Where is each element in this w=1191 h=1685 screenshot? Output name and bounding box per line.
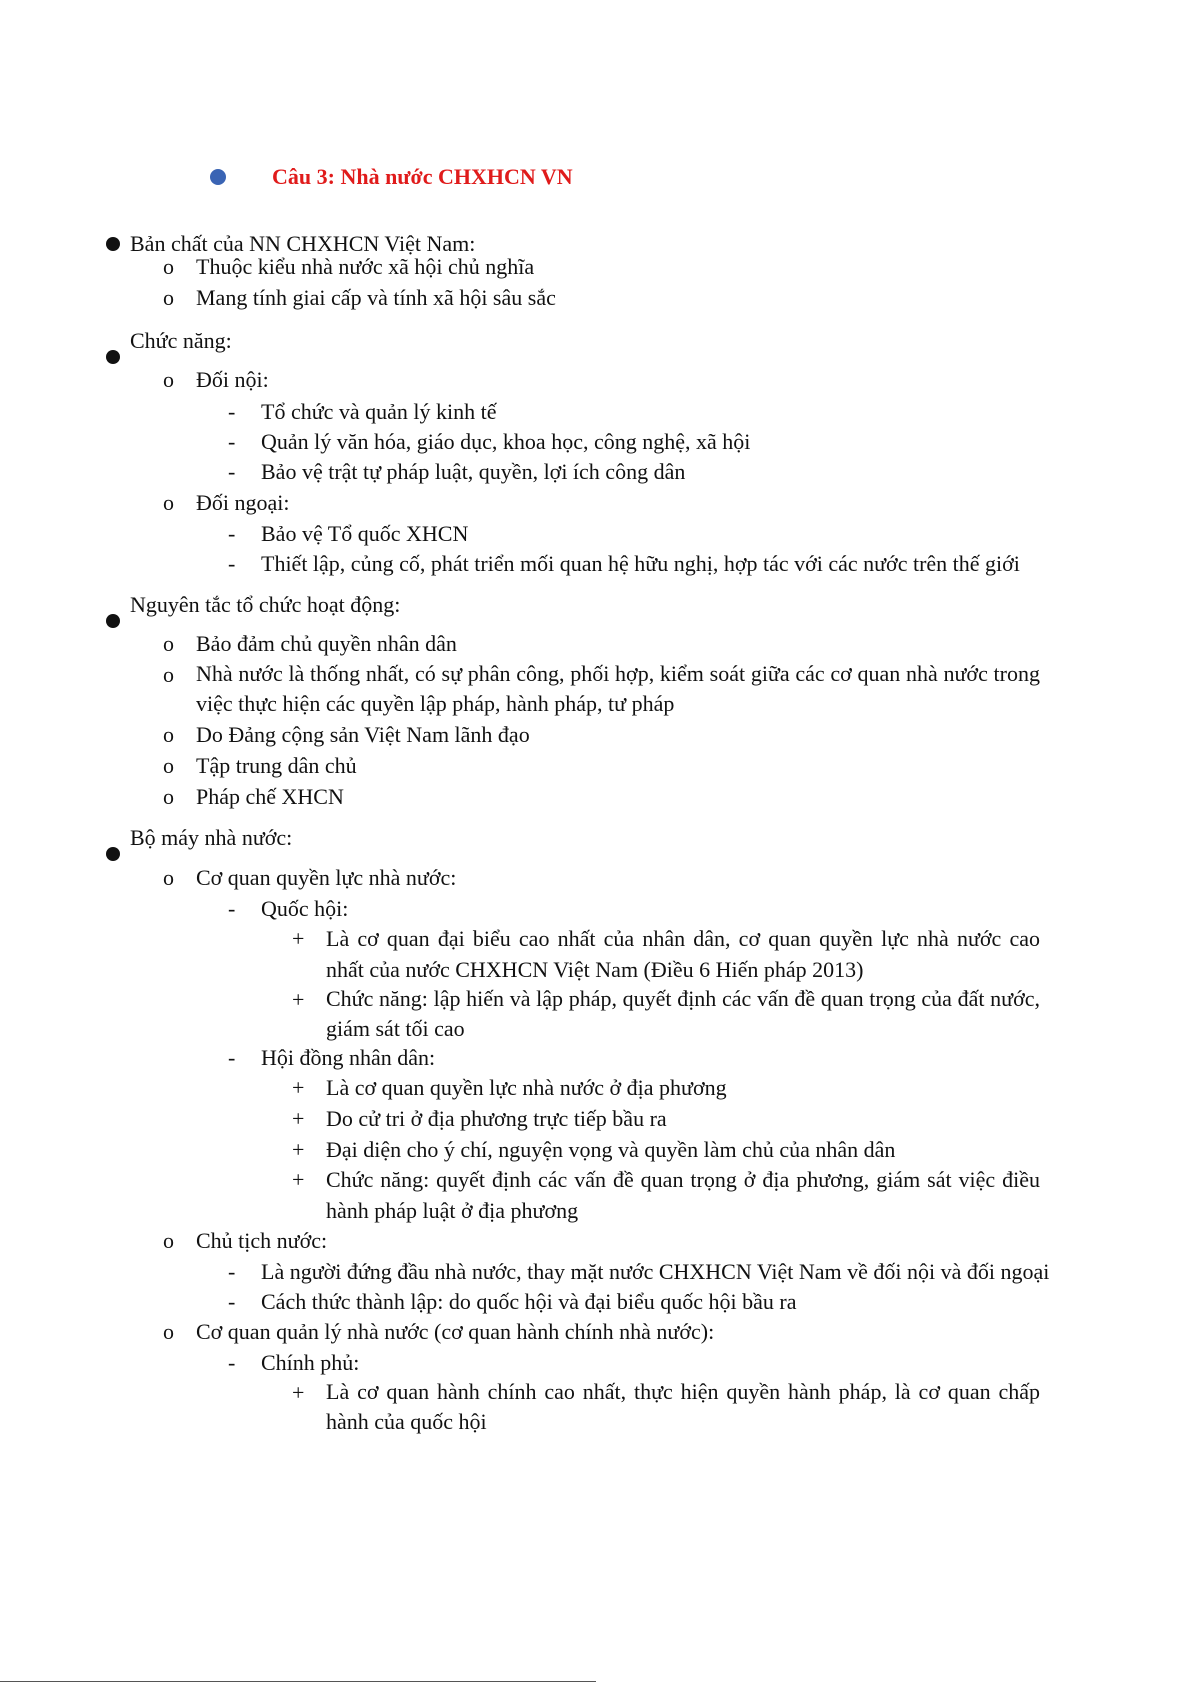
bullet-plus-marker: + [292, 1380, 305, 1405]
bullet-plus-marker: + [292, 926, 305, 951]
list-item: Cơ quan quản lý nhà nước (cơ quan hành chính nhà nước): [196, 1319, 715, 1344]
list-item: Đại diện cho ý chí, nguyện vọng và quyền làm chủ của nhân dân [326, 1137, 896, 1162]
list-item: Tổ chức và quản lý kinh tế [261, 399, 497, 424]
list-item: Thiết lập, củng cố, phát triển mối quan hệ hữu nghị, hợp tác với các nước trên thế giới [261, 551, 1020, 576]
list-item: Bảo vệ trật tự pháp luật, quyền, lợi ích công dân [261, 459, 686, 484]
list-item: Đối nội: [196, 367, 269, 392]
bullet-dash-marker: - [228, 399, 236, 424]
bullet-circle-marker: o [163, 784, 174, 809]
list-item: Cơ quan quyền lực nhà nước: [196, 865, 457, 890]
list-item: Chức năng: quyết định các vấn đề quan trọng ở địa phương, giám sát việc điều hành pháp luật ở địa phương [326, 1167, 1040, 1223]
bullet-circle-marker: o [163, 490, 174, 515]
bullet-dash-marker: - [228, 1289, 236, 1314]
list-item: Do cử tri ở địa phương trực tiếp bầu ra [326, 1106, 667, 1131]
bullet-dot-icon [106, 847, 120, 861]
bullet-dash-marker: - [228, 429, 236, 454]
bullet-circle-marker: o [163, 1228, 174, 1253]
section-title: Câu 3: Nhà nước CHXHCN VN [272, 164, 573, 189]
list-heading: Nguyên tắc tổ chức hoạt động: [130, 592, 401, 617]
heading-bullet-icon [210, 169, 226, 185]
bullet-dot-icon [106, 614, 120, 628]
bullet-circle-marker: o [163, 254, 174, 279]
list-item: Thuộc kiểu nhà nước xã hội chủ nghĩa [196, 254, 535, 279]
bullet-dash-marker: - [228, 551, 236, 576]
list-heading: Chức năng: [130, 328, 232, 353]
bullet-dash-marker: - [228, 459, 236, 484]
bullet-plus-marker: + [292, 1075, 305, 1100]
list-item: Là người đứng đầu nhà nước, thay mặt nước CHXHCN Việt Nam về đối nội và đối ngoại [261, 1259, 1050, 1284]
list-item: Cách thức thành lập: do quốc hội và đại biểu quốc hội bầu ra [261, 1289, 797, 1314]
bullet-circle-marker: o [163, 631, 174, 656]
list-item: Là cơ quan quyền lực nhà nước ở địa phương [326, 1075, 727, 1100]
bullet-dot-icon [106, 237, 120, 251]
bullet-dash-marker: - [228, 1350, 236, 1375]
footer-divider [0, 1681, 596, 1682]
list-item: Bảo vệ Tổ quốc XHCN [261, 521, 469, 546]
bullet-dash-marker: - [228, 896, 236, 921]
list-item: Chính phủ: [261, 1350, 360, 1375]
list-item: Do Đảng cộng sản Việt Nam lãnh đạo [196, 722, 530, 747]
bullet-plus-marker: + [292, 1106, 305, 1131]
list-item: Chủ tịch nước: [196, 1228, 328, 1253]
bullet-plus-marker: + [292, 1137, 305, 1162]
list-item: Nhà nước là thống nhất, có sự phân công, phối hợp, kiểm soát giữa các cơ quan nhà nước trong việc thực hiện các quyền lập pháp, hành pháp, tư pháp [196, 661, 1040, 716]
bullet-circle-marker: o [163, 865, 174, 890]
list-item: Quản lý văn hóa, giáo dục, khoa học, công nghệ, xã hội [261, 429, 751, 454]
list-item: Pháp chế XHCN [196, 784, 344, 809]
section-heading [210, 160, 573, 194]
bullet-circle-marker: o [163, 662, 174, 687]
list-item: Là cơ quan đại biểu cao nhất của nhân dân, cơ quan quyền lực nhà nước cao nhất của nước CHXHCN Việt Nam (Điều 6 Hiến pháp 2013) [326, 926, 1040, 982]
bullet-circle-marker: o [163, 285, 174, 310]
bullet-dot-icon [106, 350, 120, 364]
bullet-circle-marker: o [163, 722, 174, 747]
bullet-circle-marker: o [163, 367, 174, 392]
list-item: Hội đồng nhân dân: [261, 1045, 436, 1070]
list-heading: Bản chất của NN CHXHCN Việt Nam: [130, 231, 476, 256]
list-heading: Bộ máy nhà nước: [130, 825, 293, 850]
list-item: Tập trung dân chủ [196, 753, 357, 778]
list-item: Bảo đảm chủ quyền nhân dân [196, 631, 457, 656]
bullet-dash-marker: - [228, 1259, 236, 1284]
bullet-dash-marker: - [228, 1045, 236, 1070]
bullet-plus-marker: + [292, 1167, 305, 1192]
list-item: Mang tính giai cấp và tính xã hội sâu sắc [196, 285, 556, 310]
bullet-plus-marker: + [292, 987, 305, 1012]
list-item: Chức năng: lập hiến và lập pháp, quyết định các vấn đề quan trọng của đất nước, giám sát tối cao [326, 986, 1040, 1041]
list-item: Đối ngoại: [196, 490, 290, 515]
bullet-dash-marker: - [228, 521, 236, 546]
bullet-circle-marker: o [163, 753, 174, 778]
list-item: Là cơ quan hành chính cao nhất, thực hiện quyền hành pháp, là cơ quan chấp hành của quốc hội [326, 1379, 1040, 1434]
list-item: Quốc hội: [261, 896, 349, 921]
bullet-circle-marker: o [163, 1319, 174, 1344]
